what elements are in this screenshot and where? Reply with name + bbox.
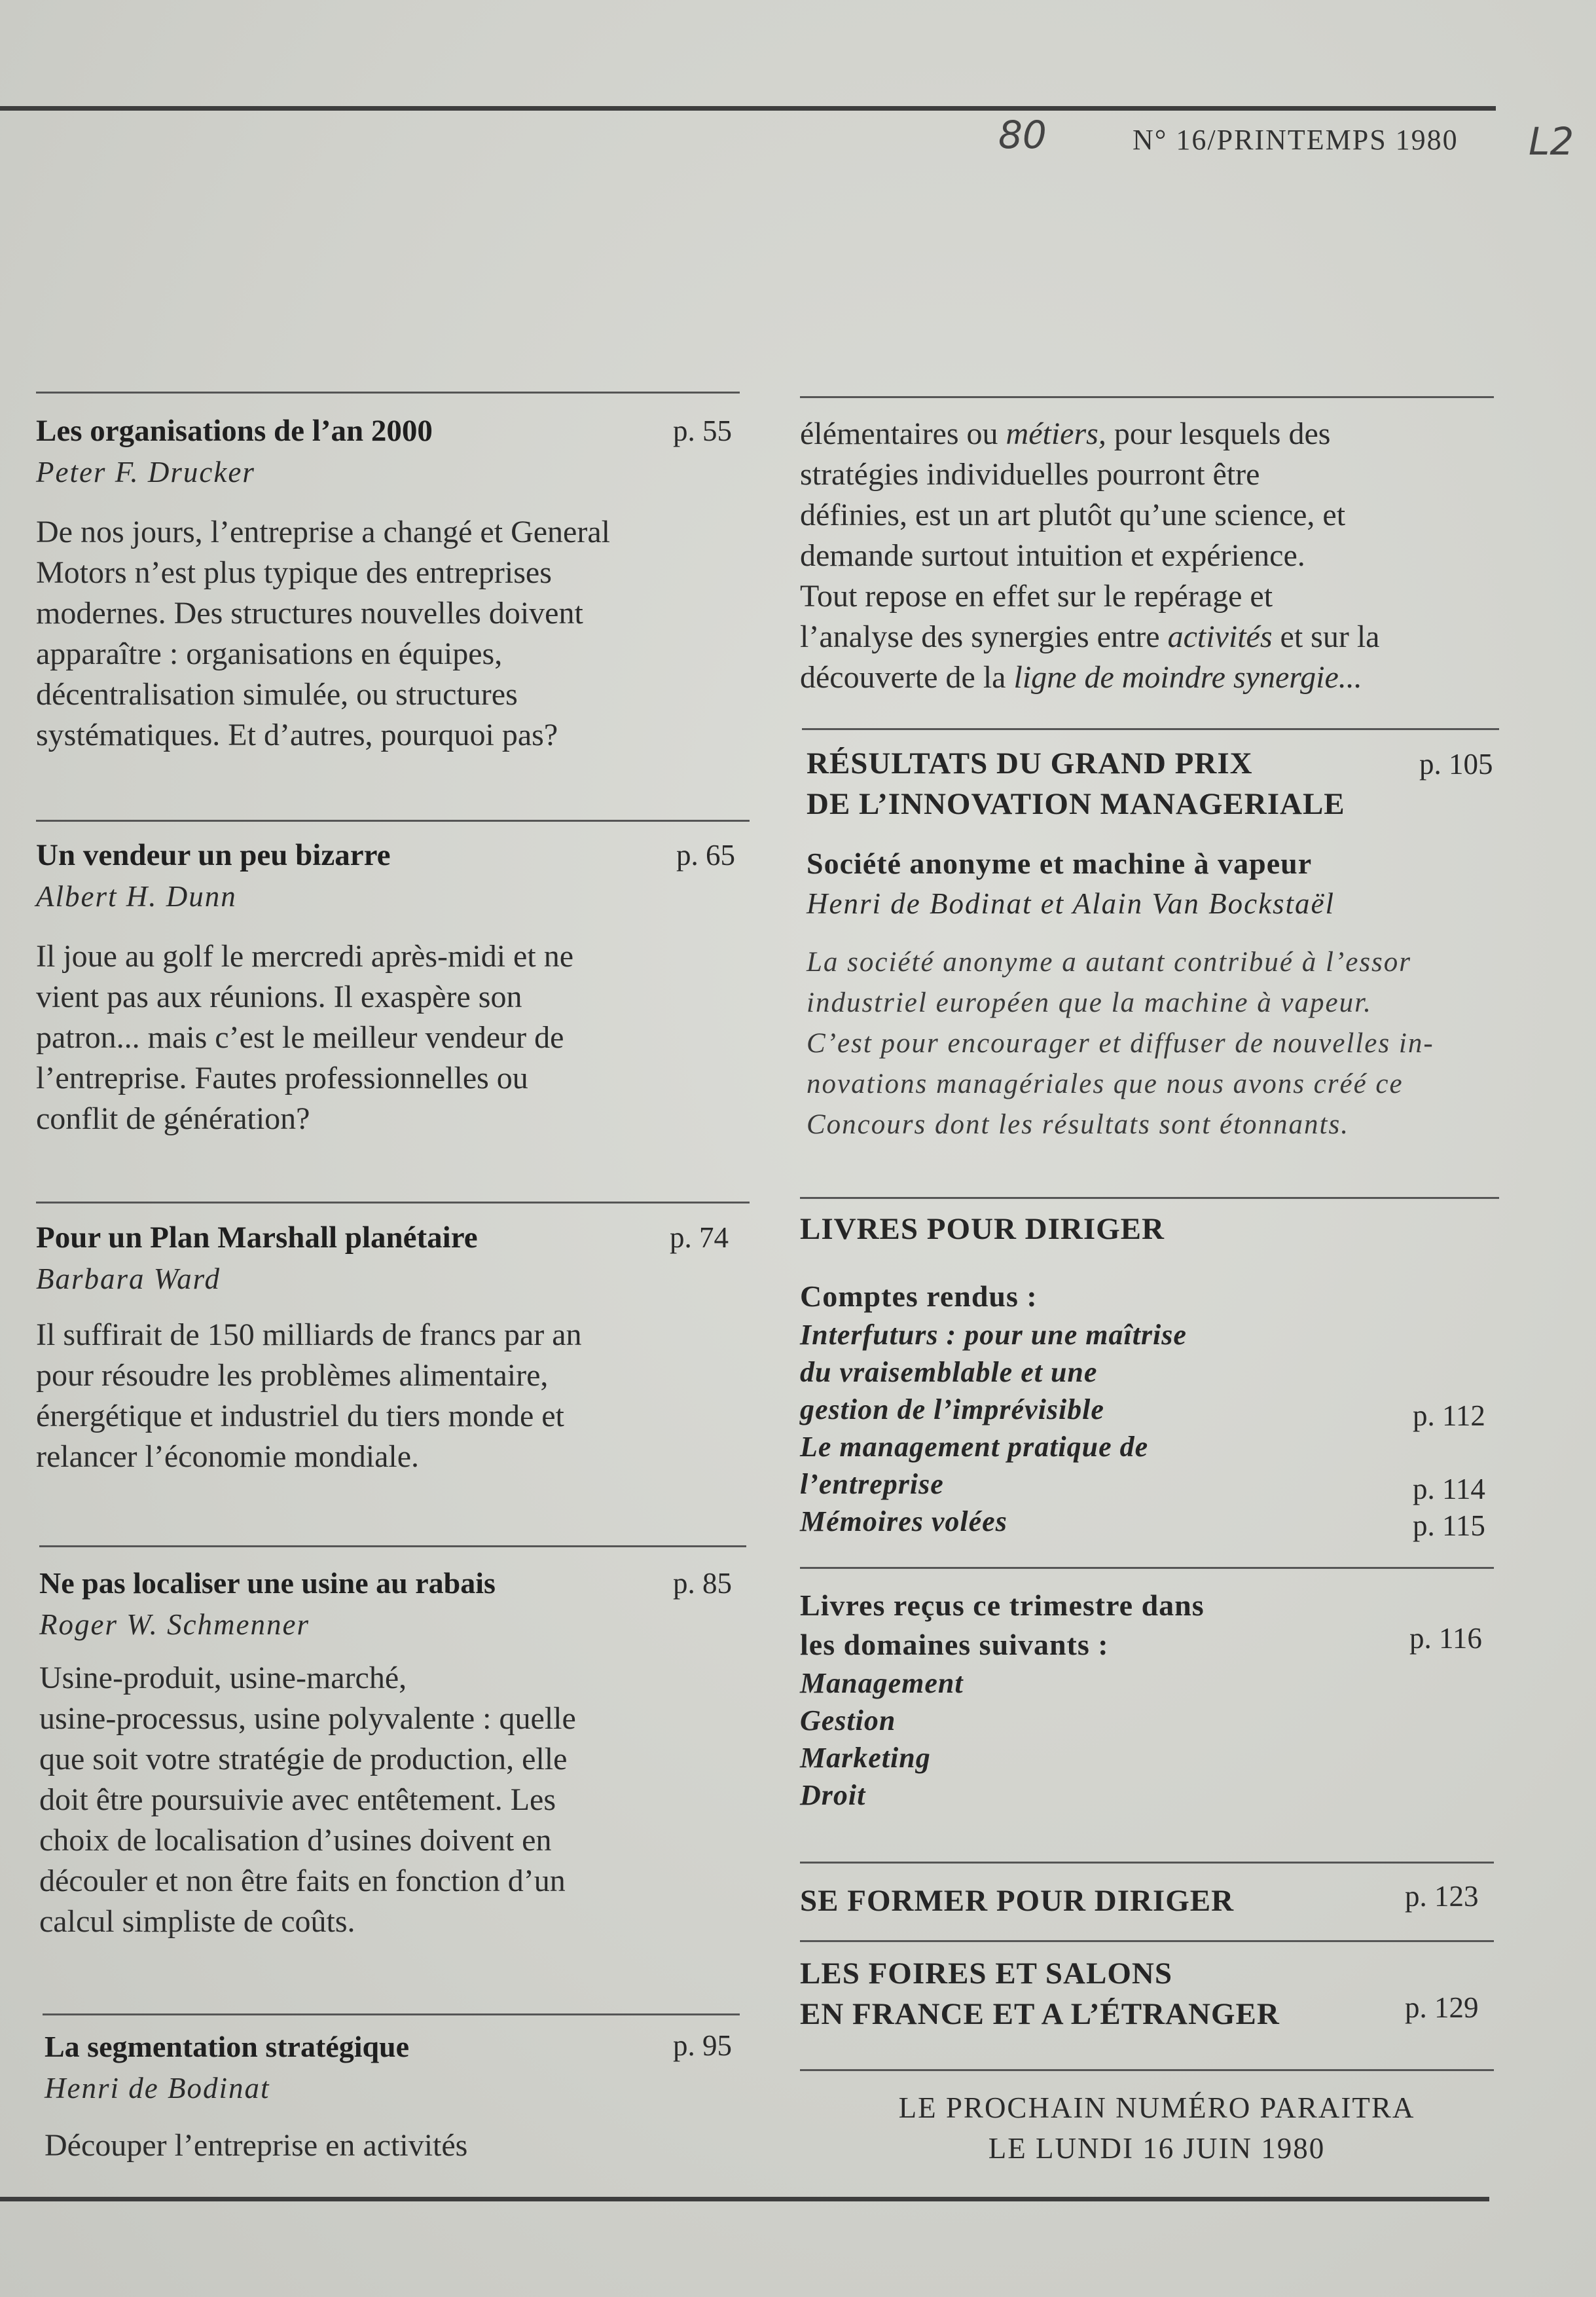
divider bbox=[800, 2069, 1494, 2071]
grand-prix-section bbox=[807, 743, 1514, 1145]
domain-list: Management Gestion Marketing Droit bbox=[800, 1667, 964, 1811]
page-reference: p. 116 bbox=[1409, 1622, 1482, 1655]
top-rule bbox=[0, 106, 1496, 111]
handwritten-number: 80 bbox=[998, 113, 1047, 157]
foires-title-line2: EN FRANCE ET A L’ÉTRANGER bbox=[800, 1997, 1280, 2031]
divider bbox=[800, 1197, 1499, 1199]
foires-title: LES FOIRES ET SALONS bbox=[800, 1957, 1172, 1991]
review-item: Mémoires volées bbox=[800, 1505, 1007, 1537]
article-title: Pour un Plan Marshall planétaire bbox=[36, 1221, 478, 1255]
page-reference: p. 129 bbox=[1405, 1991, 1479, 2024]
divider bbox=[800, 1940, 1494, 1942]
livres-section bbox=[800, 1209, 1507, 1540]
issue-label: N° 16/PRINTEMPS 1980 bbox=[1133, 124, 1459, 156]
page-reference: p. 112 bbox=[1413, 1399, 1485, 1432]
article-author: Barbara Ward bbox=[36, 1262, 221, 1295]
review-item: Le management pratique de l’entreprise bbox=[800, 1431, 1149, 1500]
page-reference: p. 115 bbox=[1413, 1509, 1485, 1542]
divider bbox=[36, 1202, 750, 1204]
handwritten-mark: L2 bbox=[1529, 119, 1574, 164]
article-summary: Découper l’entreprise en activités bbox=[45, 2128, 468, 2163]
divider bbox=[802, 728, 1499, 730]
article-title: La segmentation stratégique bbox=[45, 2030, 410, 2063]
article-2 bbox=[36, 834, 750, 1139]
divider bbox=[800, 1862, 1494, 1864]
section-subtitle: Société anonyme et machine à vapeur bbox=[807, 847, 1313, 880]
article-author: Peter F. Drucker bbox=[36, 456, 255, 488]
review-item: Interfuturs : pour une maîtrise du vraisemblable et une gestion de l’imprévisible bbox=[800, 1319, 1187, 1425]
page-reference: p. 95 bbox=[673, 2029, 732, 2062]
page-reference: p. 55 bbox=[673, 414, 732, 447]
divider bbox=[800, 1567, 1494, 1569]
article-author: Roger W. Schmenner bbox=[39, 1608, 310, 1641]
next-issue-notice: LE PROCHAIN NUMÉRO PARAITRA LE LUNDI 16 JUIN 1980 bbox=[898, 2091, 1415, 2165]
article-summary: Il suffirait de 150 milliards de francs par an pour résoudre les problèmes alimentaire, énergétique et industriel du tiers monde et relancer l’économie mondiale. bbox=[36, 1317, 582, 1474]
divider bbox=[39, 1545, 746, 1547]
article-title: Un vendeur un peu bizarre bbox=[36, 838, 391, 872]
section-title-line2: DE L’INNOVATION MANAGERIALE bbox=[807, 787, 1345, 821]
bottom-rule bbox=[0, 2197, 1489, 2201]
article-author: Henri de Bodinat bbox=[45, 2072, 270, 2104]
page-reference: p. 85 bbox=[673, 1567, 732, 1600]
comptes-rendus-label: Comptes rendus : bbox=[800, 1279, 1038, 1313]
section-title: RÉSULTATS DU GRAND PRIX bbox=[807, 746, 1253, 781]
article-title: Ne pas localiser une usine au rabais bbox=[39, 1566, 496, 1600]
divider bbox=[36, 820, 750, 822]
article-4 bbox=[39, 1562, 753, 1942]
divider bbox=[43, 2013, 740, 2015]
divider bbox=[36, 392, 740, 394]
article-summary: Il joue au golf le mercredi après-midi et ne vient pas aux réunions. Il exaspère son patron... mais c’est le meilleur vendeur de l’entreprise. Fautes professionnelles ou conflit de génération? bbox=[36, 939, 573, 1136]
section-title: LIVRES POUR DIRIGER bbox=[800, 1212, 1165, 1246]
page-reference: p. 65 bbox=[676, 839, 735, 872]
section-authors: Henri de Bodinat et Alain Van Bockstaël bbox=[807, 887, 1335, 920]
livres-recus-title: Livres reçus ce trimestre dans bbox=[800, 1589, 1205, 1622]
article-title: Les organisations de l’an 2000 bbox=[36, 414, 433, 448]
article-5 bbox=[45, 2026, 752, 2166]
section-summary: La société anonyme a autant contribué à l’essor industriel européen que la machine à vapeur. C’est pour encourager et diffuser de nouvelles in- novations managériales que nous avons créé ce Concours dont les résultats sont étonnants. bbox=[807, 947, 1434, 1140]
page-reference: p. 114 bbox=[1413, 1473, 1485, 1505]
page-reference: p. 123 bbox=[1405, 1880, 1479, 1913]
article-3 bbox=[36, 1217, 750, 1477]
se-former-title: SE FORMER POUR DIRIGER bbox=[800, 1884, 1235, 1918]
article-summary: Usine-produit, usine-marché, usine-processus, usine polyvalente : quelle que soit votre stratégie de production, elle doit être poursuivie avec entêtement. Les choix de localisation d’usines doivent en découler et non être faits en fonction d’un calcul simpliste de coûts. bbox=[39, 1661, 576, 1939]
livres-recus-title-line2: les domaines suivants : bbox=[800, 1628, 1109, 1661]
article-author: Albert H. Dunn bbox=[36, 880, 237, 913]
article-1 bbox=[36, 410, 750, 756]
page-reference: p. 105 bbox=[1419, 748, 1493, 781]
article-summary: De nos jours, l’entreprise a changé et General Motors n’est plus typique des entreprises modernes. Des structures nouvelles doivent apparaître : organisations en équipes, décentralisation simulée, ou structures systématiques. Et d’autres, pourquoi pas? bbox=[36, 515, 610, 752]
divider bbox=[800, 396, 1494, 398]
foires-section bbox=[800, 1953, 1280, 2034]
livres-recus-section bbox=[800, 1586, 1507, 1814]
page-reference: p. 74 bbox=[670, 1221, 729, 1254]
article-5-continuation: élémentaires ou métiers, pour lesquels des stratégies individuelles pourront être définies, est un art plutôt qu’une science, et demande surtout intuition et expérience. Tout repose en effet sur le repérage et l’analyse des synergies entre activités et sur la découverte de la ligne de moindre synergie... bbox=[800, 416, 1380, 695]
